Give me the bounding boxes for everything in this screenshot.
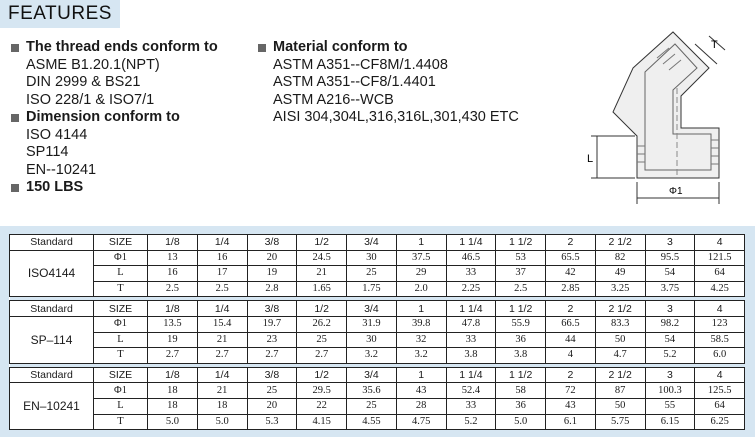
size-cell: 1 [396, 235, 446, 251]
l-value-cell: 16 [148, 266, 198, 282]
bullet-square-icon [11, 114, 19, 122]
standard-name-cell: ISO4144 [10, 250, 94, 297]
material-item: ASTM A351--CF8/1.4401 [273, 74, 436, 90]
t-value-cell: 2.25 [446, 281, 496, 297]
l-value-cell: 36 [496, 398, 546, 414]
l-value-cell: 18 [197, 398, 247, 414]
l-value-cell: 32 [396, 332, 446, 348]
size-cell: 3/8 [247, 367, 297, 383]
phi-value-cell: 13.5 [148, 316, 198, 332]
t-value-cell: 4.7 [595, 348, 645, 364]
material-item: ASTM A351--CF8M/1.4408 [273, 56, 448, 73]
t-value-cell: 4 [546, 348, 596, 364]
table-header-row [10, 367, 745, 383]
t-value-cell: 5.0 [197, 414, 247, 430]
l-value-cell: 33 [446, 332, 496, 348]
table-row [10, 281, 745, 297]
l-value-cell: 42 [546, 266, 596, 282]
size-cell: 4 [695, 301, 745, 317]
phi-value-cell: 98.2 [645, 316, 695, 332]
material-feature [255, 39, 575, 57]
l-value-cell: 36 [496, 332, 546, 348]
l-value-cell: 55 [645, 398, 695, 414]
standard-header-cell: Standard [10, 235, 94, 251]
l-value-cell: 28 [396, 398, 446, 414]
t-value-cell: 6.25 [695, 414, 745, 430]
t-value-cell: 2.7 [247, 348, 297, 364]
standard-name-cell: SP–114 [10, 316, 94, 363]
phi-value-cell: 20 [247, 250, 297, 266]
size-header-cell: SIZE [94, 367, 148, 383]
size-cell: 2 [546, 235, 596, 251]
dimension-table [9, 234, 745, 430]
size-cell: 3/4 [347, 367, 397, 383]
t-label-cell: T [94, 414, 148, 430]
phi-value-cell: 37.5 [396, 250, 446, 266]
size-cell: 4 [695, 367, 745, 383]
l-value-cell: 49 [595, 266, 645, 282]
size-cell: 1/8 [148, 301, 198, 317]
phi-value-cell: 52.4 [446, 383, 496, 399]
t-value-cell: 5.2 [446, 414, 496, 430]
phi-value-cell: 21 [197, 383, 247, 399]
l-value-cell: 29 [396, 266, 446, 282]
t-value-cell: 6.0 [695, 348, 745, 364]
thread-heading: The thread ends conform to [26, 39, 218, 55]
l-value-cell: 43 [546, 398, 596, 414]
table-row [10, 348, 745, 364]
l-value-cell: 20 [247, 398, 297, 414]
l-value-cell: 33 [446, 266, 496, 282]
t-label-cell: T [94, 281, 148, 297]
phi-value-cell: 39.8 [396, 316, 446, 332]
l-value-cell: 21 [297, 266, 347, 282]
dimension-heading: Dimension conform to [26, 109, 180, 125]
thread-item: ISO 228/1 & ISO7/1 [26, 91, 155, 108]
table-row [10, 266, 745, 282]
t-value-cell: 2.5 [496, 281, 546, 297]
l-value-cell: 21 [197, 332, 247, 348]
size-cell: 1/4 [197, 367, 247, 383]
phi-value-cell: 31.9 [347, 316, 397, 332]
l-value-cell: 17 [197, 266, 247, 282]
standard-header-cell: Standard [10, 367, 94, 383]
t-value-cell: 5.0 [496, 414, 546, 430]
l-value-cell: 64 [695, 266, 745, 282]
l-value-cell: 54 [645, 332, 695, 348]
size-cell: 3 [645, 301, 695, 317]
phi-value-cell: 58 [496, 383, 546, 399]
phi-value-cell: 13 [148, 250, 198, 266]
diagram-label-phi: Φ1 [669, 186, 683, 197]
thread-feature [8, 39, 258, 57]
bullet-square-icon [258, 44, 266, 52]
standard-name-cell: EN–10241 [10, 383, 94, 430]
size-cell: 2 1/2 [595, 367, 645, 383]
l-value-cell: 30 [347, 332, 397, 348]
standard-header-cell: Standard [10, 301, 94, 317]
t-value-cell: 3.8 [446, 348, 496, 364]
t-value-cell: 4.55 [347, 414, 397, 430]
pressure-heading: 150 LBS [26, 179, 84, 195]
size-cell: 1 1/4 [446, 301, 496, 317]
phi-value-cell: 82 [595, 250, 645, 266]
material-heading: Material conform to [273, 39, 408, 55]
l-value-cell: 19 [247, 266, 297, 282]
t-value-cell: 2.85 [546, 281, 596, 297]
dimension-item: SP114 [26, 144, 69, 160]
size-cell: 3/8 [247, 235, 297, 251]
phi-value-cell: 46.5 [446, 250, 496, 266]
t-value-cell: 5.0 [148, 414, 198, 430]
l-value-cell: 33 [446, 398, 496, 414]
t-label-cell: T [94, 348, 148, 364]
size-cell: 1/2 [297, 367, 347, 383]
t-value-cell: 2.8 [247, 281, 297, 297]
thread-item: DIN 2999 & BS21 [26, 74, 141, 90]
size-cell: 2 1/2 [595, 301, 645, 317]
size-cell: 1 [396, 301, 446, 317]
l-label-cell: L [94, 266, 148, 282]
size-cell: 1 1/2 [496, 367, 546, 383]
phi-label-cell: Φ1 [94, 316, 148, 332]
size-cell: 2 [546, 301, 596, 317]
t-value-cell: 4.75 [396, 414, 446, 430]
material-item: ASTM A216--WCB [273, 91, 394, 108]
t-value-cell: 5.75 [595, 414, 645, 430]
material-item: AISI 304,304L,316,316L,301,430 ETC [273, 109, 519, 125]
size-cell: 1 [396, 367, 446, 383]
l-value-cell: 50 [595, 398, 645, 414]
size-cell: 1/8 [148, 235, 198, 251]
phi-value-cell: 16 [197, 250, 247, 266]
phi-label-cell: Φ1 [94, 250, 148, 266]
size-cell: 1 1/4 [446, 367, 496, 383]
phi-value-cell: 47.8 [446, 316, 496, 332]
dimension-item: EN--10241 [26, 161, 97, 178]
table-row [10, 383, 745, 399]
phi-value-cell: 123 [695, 316, 745, 332]
diagram-label-t: T [711, 39, 718, 51]
size-cell: 1 1/2 [496, 301, 546, 317]
l-value-cell: 25 [297, 332, 347, 348]
l-value-cell: 25 [347, 266, 397, 282]
phi-value-cell: 83.3 [595, 316, 645, 332]
t-value-cell: 2.0 [396, 281, 446, 297]
t-value-cell: 5.2 [645, 348, 695, 364]
table-header-row [10, 301, 745, 317]
l-value-cell: 44 [546, 332, 596, 348]
features-title: FEATURES [8, 3, 112, 24]
t-value-cell: 4.25 [695, 281, 745, 297]
dimension-table-panel [0, 226, 755, 437]
dimension-feature [8, 109, 258, 127]
phi-value-cell: 26.2 [297, 316, 347, 332]
t-value-cell: 3.2 [347, 348, 397, 364]
size-cell: 2 1/2 [595, 235, 645, 251]
t-value-cell: 3.8 [496, 348, 546, 364]
table-header-row [10, 235, 745, 251]
size-cell: 1/4 [197, 301, 247, 317]
size-cell: 3/4 [347, 235, 397, 251]
phi-value-cell: 121.5 [695, 250, 745, 266]
bullet-square-icon [11, 184, 19, 192]
l-value-cell: 54 [645, 266, 695, 282]
size-cell: 3/8 [247, 301, 297, 317]
size-cell: 2 [546, 367, 596, 383]
phi-value-cell: 55.9 [496, 316, 546, 332]
l-value-cell: 22 [297, 398, 347, 414]
phi-value-cell: 35.6 [347, 383, 397, 399]
phi-value-cell: 29.5 [297, 383, 347, 399]
t-value-cell: 4.15 [297, 414, 347, 430]
phi-value-cell: 43 [396, 383, 446, 399]
phi-value-cell: 15.4 [197, 316, 247, 332]
t-value-cell: 2.7 [148, 348, 198, 364]
phi-value-cell: 87 [595, 383, 645, 399]
t-value-cell: 6.15 [645, 414, 695, 430]
phi-value-cell: 24.5 [297, 250, 347, 266]
t-value-cell: 2.7 [197, 348, 247, 364]
t-value-cell: 3.75 [645, 281, 695, 297]
pressure-feature [8, 179, 258, 197]
t-value-cell: 2.5 [148, 281, 198, 297]
size-cell: 3 [645, 367, 695, 383]
phi-value-cell: 125.5 [695, 383, 745, 399]
size-cell: 3/4 [347, 301, 397, 317]
l-label-cell: L [94, 398, 148, 414]
size-cell: 1 1/4 [446, 235, 496, 251]
phi-value-cell: 25 [247, 383, 297, 399]
t-value-cell: 1.75 [347, 281, 397, 297]
t-value-cell: 5.3 [247, 414, 297, 430]
features-header [0, 0, 120, 28]
l-value-cell: 64 [695, 398, 745, 414]
table-row [10, 332, 745, 348]
l-value-cell: 37 [496, 266, 546, 282]
dimension-item: ISO 4144 [26, 126, 88, 143]
phi-value-cell: 65.5 [546, 250, 596, 266]
table-row [10, 414, 745, 430]
l-value-cell: 23 [247, 332, 297, 348]
size-cell: 1/4 [197, 235, 247, 251]
l-label-cell: L [94, 332, 148, 348]
phi-value-cell: 18 [148, 383, 198, 399]
table-row [10, 398, 745, 414]
size-header-cell: SIZE [94, 301, 148, 317]
phi-value-cell: 30 [347, 250, 397, 266]
t-value-cell: 1.65 [297, 281, 347, 297]
features-left-column [8, 39, 258, 197]
thread-item: ASME B1.20.1(NPT) [26, 56, 160, 73]
phi-value-cell: 53 [496, 250, 546, 266]
t-value-cell: 3.2 [396, 348, 446, 364]
l-value-cell: 58.5 [695, 332, 745, 348]
table-row [10, 250, 745, 266]
elbow-fitting-diagram [585, 28, 753, 210]
bullet-square-icon [11, 44, 19, 52]
size-cell: 4 [695, 235, 745, 251]
t-value-cell: 6.1 [546, 414, 596, 430]
size-cell: 3 [645, 235, 695, 251]
diagram-label-l: L [587, 153, 594, 165]
l-value-cell: 19 [148, 332, 198, 348]
size-cell: 1/2 [297, 235, 347, 251]
t-value-cell: 2.5 [197, 281, 247, 297]
t-value-cell: 3.25 [595, 281, 645, 297]
t-value-cell: 2.7 [297, 348, 347, 364]
table-row [10, 316, 745, 332]
phi-value-cell: 95.5 [645, 250, 695, 266]
size-header-cell: SIZE [94, 235, 148, 251]
size-cell: 1/8 [148, 367, 198, 383]
phi-value-cell: 100.3 [645, 383, 695, 399]
phi-value-cell: 66.5 [546, 316, 596, 332]
features-material-column [255, 39, 575, 127]
size-cell: 1/2 [297, 301, 347, 317]
l-value-cell: 50 [595, 332, 645, 348]
l-value-cell: 25 [347, 398, 397, 414]
size-cell: 1 1/2 [496, 235, 546, 251]
phi-value-cell: 72 [546, 383, 596, 399]
phi-label-cell: Φ1 [94, 383, 148, 399]
phi-value-cell: 19.7 [247, 316, 297, 332]
l-value-cell: 18 [148, 398, 198, 414]
